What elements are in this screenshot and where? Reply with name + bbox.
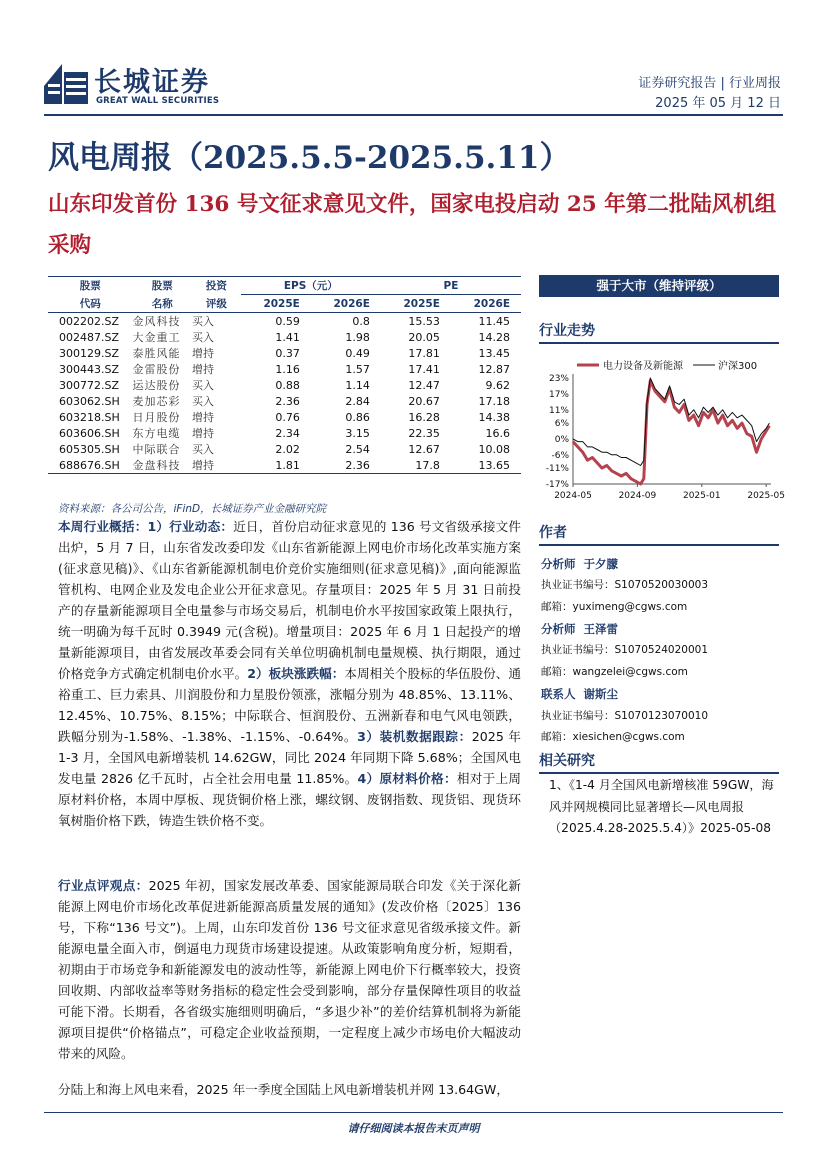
cell-pe2025: 17.41 [408, 362, 440, 376]
table-row [48, 377, 521, 393]
stock-table [48, 276, 521, 474]
cell-eps2025: 0.59 [275, 314, 300, 328]
series-line-index [573, 378, 769, 466]
cell-code: 300129.SZ [59, 346, 120, 360]
cert-label: 执业证书编号： [541, 710, 615, 722]
table-row [48, 345, 521, 361]
summary-seg3-label: 3）装机数据跟踪： [357, 729, 472, 744]
cell-rating: 买入 [191, 443, 214, 456]
author-2-cert [541, 642, 708, 657]
author-3-cert [541, 708, 708, 723]
great-wall-logo-icon [44, 64, 88, 104]
cell-eps2026: 3.15 [345, 426, 370, 440]
cert-label: 执业证书编号： [541, 644, 615, 656]
email-label: 邮箱： [541, 601, 573, 613]
cell-pe2025: 17.8 [415, 458, 440, 472]
summary-seg2-label: 2）板块涨跌幅： [247, 666, 345, 681]
th-eps-2025: 2025E [263, 297, 300, 310]
y-tick-label: -11% [545, 464, 569, 475]
th-rating-2: 评级 [205, 297, 227, 310]
cell-eps2026: 2.84 [345, 394, 370, 408]
cell-pe2026: 13.65 [478, 458, 510, 472]
cell-pe2025: 20.67 [408, 394, 440, 408]
logo-text-cn: 长城证券 [94, 67, 210, 98]
email-address[interactable]: wangzelei@cgws.com [572, 666, 688, 678]
cell-pe2025: 12.67 [408, 442, 440, 456]
email-label: 邮箱： [541, 731, 573, 743]
cell-rating: 买入 [191, 315, 214, 328]
table-source: 资料来源：各公司公告，iFinD，长城证券产业金融研究院 [58, 503, 327, 515]
cell-eps2025: 2.34 [275, 426, 300, 440]
cell-name: 中际联合 [132, 443, 181, 456]
onshore-offshore-paragraph: 分陆上和海上风电来看，2025 年一季度全国陆上风电新增装机并网 13.64GW， [58, 1082, 509, 1097]
table-row [48, 409, 521, 425]
th-eps-2026: 2026E [333, 297, 370, 310]
cell-name: 大金重工 [132, 331, 181, 344]
x-tick-label: 2024-09 [618, 491, 657, 501]
th-code: 股票 [79, 280, 101, 293]
th-code-2: 代码 [79, 297, 101, 310]
cell-code: 300772.SZ [59, 378, 120, 392]
report-type: 证券研究报告 | 行业周报 [638, 76, 781, 91]
cell-eps2025: 2.36 [275, 394, 300, 408]
cell-pe2025: 16.28 [408, 410, 440, 424]
authors-section-title: 作者 [539, 522, 779, 546]
author-2-email [541, 664, 688, 679]
cell-rating: 增持 [191, 363, 214, 376]
summary-seg1-text: 近日，首份启动征求意见的 136 号文省级承接文件出炉，5 月 7 日，山东省发改委印发《山东省新能源上网电价市场化改革实施方案(征求意见稿)》、《山东省新能源机制电价竞价实施细则(征求意见稿)》,面向能源监管机构、电网企业及发电企业公开征求意见。存量项目：2025 年 5 月 31 日前投产的存量新能源项目全电量参与市场交易后，机制电价水平按国家政策上限执行，统一明确为每千瓦时 0.3949 元(含税)。增量项目：2025 年 6 月 1 日起投产的增量新能源项目，由省发展改革委会同有关单位明确机制电量规模、执行期限，通过价格竞争方式确定机制电价水平。 [58, 519, 522, 681]
cell-name: 日月股份 [132, 411, 181, 424]
cell-eps2026: 0.8 [352, 314, 370, 328]
related-section-title: 相关研究 [539, 750, 779, 774]
cell-code: 002202.SZ [59, 314, 120, 328]
cell-pe2025: 12.47 [408, 378, 440, 392]
cell-pe2026: 14.38 [478, 410, 510, 424]
cell-eps2026: 1.14 [345, 378, 370, 392]
cell-pe2026: 10.08 [478, 442, 510, 456]
legend-label-index: 沪深300 [718, 361, 758, 372]
cell-pe2025: 20.05 [408, 330, 440, 344]
legend-label-sector: 电力设备及新能源 [603, 361, 683, 372]
table-row [48, 425, 521, 441]
cell-pe2025: 17.81 [408, 346, 440, 360]
stock-table-body [48, 313, 521, 474]
th-eps: EPS（元） [241, 277, 381, 295]
cell-pe2026: 16.6 [485, 426, 510, 440]
cell-rating: 增持 [191, 427, 214, 440]
y-tick-label: -6% [551, 450, 569, 461]
cell-eps2025: 1.41 [275, 330, 300, 344]
author-role: 分析师 [541, 622, 576, 636]
th-pe-2026: 2026E [473, 297, 510, 310]
x-tick-label: 2024-05 [554, 491, 592, 501]
cell-rating: 增持 [191, 411, 214, 424]
cell-code: 300443.SZ [59, 362, 120, 376]
related-report-link[interactable]: 1、《1-4 月全国风电新增核准 59GW，海风并网规模同比显著增长—风电周报（2025.4.28-2025.5.4）》2025-05-08 [549, 778, 774, 835]
cell-eps2026: 0.86 [345, 410, 370, 424]
table-row [48, 313, 521, 330]
y-tick-label: 23% [548, 374, 569, 384]
cell-rating: 增持 [191, 347, 214, 360]
cell-code: 002487.SZ [59, 330, 120, 344]
cell-eps2025: 0.76 [275, 410, 300, 424]
cell-eps2026: 1.98 [345, 330, 370, 344]
cell-eps2025: 1.81 [275, 458, 300, 472]
author-2 [541, 621, 618, 637]
th-pe-2025: 2025E [403, 297, 440, 310]
cell-eps2025: 0.37 [275, 346, 300, 360]
cell-pe2026: 14.28 [478, 330, 510, 344]
cell-name: 金盘科技 [132, 459, 181, 472]
email-address[interactable]: xiesichen@cgws.com [572, 731, 685, 743]
report-date: 2025 年 05 月 12 日 [655, 96, 781, 111]
series-line-sector [573, 381, 769, 484]
cell-pe2026: 11.45 [478, 314, 510, 328]
cell-pe2026: 12.87 [478, 362, 510, 376]
cell-eps2026: 2.36 [345, 458, 370, 472]
th-name: 股票 [151, 280, 173, 293]
cell-pe2026: 17.18 [478, 394, 510, 408]
y-tick-label: 17% [548, 389, 569, 400]
th-rating: 投资 [205, 280, 227, 293]
footer-rule [44, 1112, 783, 1113]
y-tick-label: 11% [548, 405, 569, 416]
author-1 [541, 556, 618, 572]
header-rule [44, 114, 783, 116]
cell-code: 603606.SH [59, 426, 120, 440]
rating-badge: 强于大市（维持评级） [539, 275, 779, 297]
summary-label: 本周行业概括： [58, 519, 148, 534]
cell-name: 泰胜风能 [132, 347, 181, 360]
cell-eps2025: 2.02 [275, 442, 300, 456]
weekly-summary-paragraph [58, 516, 521, 831]
cell-pe2026: 9.62 [485, 378, 510, 392]
email-label: 邮箱： [541, 666, 573, 678]
cell-rating: 买入 [191, 331, 214, 344]
cell-eps2025: 1.16 [275, 362, 300, 376]
cell-pe2025: 15.53 [408, 314, 440, 328]
x-tick-label: 2025-05 [747, 491, 785, 501]
cell-eps2025: 0.88 [275, 378, 300, 392]
cell-pe2026: 13.45 [478, 346, 510, 360]
email-address[interactable]: yuximeng@cgws.com [572, 601, 688, 613]
cell-name: 金风科技 [132, 315, 181, 328]
summary-seg4-text: 相对于上周原材料价格，本周中厚板、现货铜价格上涨，螺纹钢、废钢指数、现货铝、现货环氧树脂价格下跌，铸造生铁价格不变。 [58, 771, 522, 828]
cell-name: 金雷股份 [132, 363, 181, 376]
cell-eps2026: 0.49 [345, 346, 370, 360]
x-tick-label: 2025-01 [682, 491, 721, 501]
industry-view-paragraph [58, 875, 521, 1064]
table-row [48, 441, 521, 457]
summary-seg2-text: 本周相关个股标的华伍股份、通裕重工、巨力索具、川润股份和力星股份领涨，涨幅分别为 48.85%、13.11%、12.45%、10.75%、8.15%；中际联合、恒润股份、五洲新春和电气风电领跌，跌幅分别为-1.58%、-1.38%、-1.15%、-0.64%。 [58, 666, 522, 744]
cert-number: S1070123070010 [614, 710, 709, 722]
cell-code: 688676.SH [59, 458, 120, 472]
th-pe: PE [381, 277, 521, 295]
table-row [48, 457, 521, 474]
cell-eps2026: 1.57 [345, 362, 370, 376]
y-tick-label: 0% [554, 434, 569, 445]
cell-name: 东方电缆 [132, 427, 181, 440]
author-name: 王泽雷 [583, 622, 619, 636]
cell-code: 605305.SH [59, 442, 120, 456]
th-name-2: 名称 [151, 297, 173, 310]
view-label: 行业点评观点： [58, 878, 149, 893]
page-title: 风电周报（2025.5.5-2025.5.11） [48, 140, 571, 176]
cell-code: 603062.SH [59, 394, 120, 408]
view-text: 2025 年初，国家发展改革委、国家能源局联合印发《关于深化新能源上网电价市场化改革促进新能源高质量发展的通知》(发改价格〔2025〕136 号，下称“136 号文”)。上周，山东印发首份 136 号文征求意见省级承接文件。新能源电量全面入市，倒逼电力现货市场建设提速。从政策影响角度分析，短期看，初期由于市场竞争和新能源发电的波动性等，新能源上网电价下行概率较大，投资回收期、内部收益率等财务指标的稳定性会受到影响，部分存量保障性项目的收益可能下滑。长期看，各省级实施细则明确后，“多退少补”的差价结算机制将为新能源项目提供“价格锚点”，可稳定企业收益预期，一定程度上减少市场电价大幅波动带来的风险。 [58, 878, 521, 1061]
cert-label: 执业证书编号： [541, 579, 615, 591]
author-role: 联系人 [541, 687, 576, 701]
y-tick-label: 6% [554, 419, 569, 430]
y-tick-label: -17% [545, 480, 569, 490]
cell-pe2025: 22.35 [408, 426, 440, 440]
author-3-email [541, 729, 685, 744]
author-role: 分析师 [541, 557, 576, 571]
cell-name: 麦加芯彩 [132, 395, 181, 408]
cell-rating: 增持 [191, 459, 214, 472]
table-row [48, 329, 521, 345]
trend-chart [539, 356, 785, 506]
cert-number: S1070520030003 [614, 579, 709, 591]
table-row [48, 361, 521, 377]
cell-eps2026: 2.54 [345, 442, 370, 456]
cell-name: 运达股份 [132, 379, 181, 392]
summary-seg4-label: 4）原材料价格： [357, 771, 457, 786]
author-1-email [541, 599, 687, 614]
summary-seg1-label: 1）行业动态： [147, 519, 234, 534]
logo-text-en: GREAT WALL SECURITIES [96, 96, 220, 106]
author-name: 谢斯尘 [583, 687, 619, 701]
author-1-cert [541, 577, 708, 592]
cell-code: 603218.SH [59, 410, 120, 424]
cell-rating: 买入 [191, 379, 214, 392]
author-3 [541, 686, 618, 702]
table-row [48, 393, 521, 409]
author-name: 于夕朦 [583, 557, 619, 571]
summary-seg3-text: 2025 年 1-3 月，全国风电新增装机 14.62GW，同比 2024 年同期下降 5.68%；全国风电发电量 2826 亿千瓦时，占全社会用电量 11.85%。 [58, 729, 522, 786]
cell-rating: 买入 [191, 395, 214, 408]
trend-section-title: 行业走势 [539, 320, 779, 344]
page-subtitle: 山东印发首份 136 号文征求意见文件，国家电投启动 25 年第二批陆风机组采购 [48, 192, 777, 258]
cert-number: S1070524020001 [614, 644, 709, 656]
footer-disclaimer: 请仔细阅读本报告末页声明 [347, 1122, 480, 1135]
